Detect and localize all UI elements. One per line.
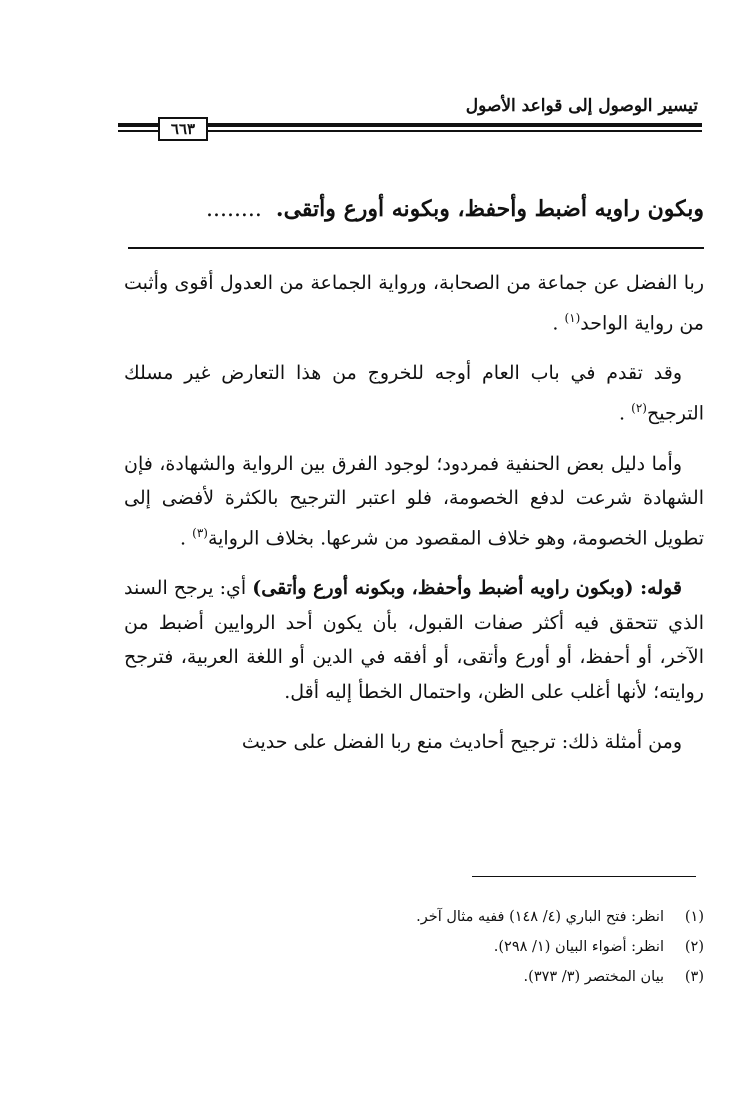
page-number: ٦٦٣ — [158, 117, 208, 141]
paragraph-5-text: ومن أمثلة ذلك: ترجيح أحاديث منع ربا الفضل على حديث — [241, 731, 682, 754]
paragraph-1-text: ربا الفضل عن جماعة من الصحابة، ورواية الجماعة من العدول أقوى وأثبت من رواية الواحد — [124, 272, 704, 334]
paragraph-2-text: وقد تقدم في باب العام أوجه للخروج من هذا التعارض غير مسلك الترجيح — [124, 362, 704, 425]
footnote-ref-3: (٣) — [192, 525, 208, 540]
footnote-2-number: (٢) — [684, 939, 704, 955]
footnote-separator — [472, 876, 696, 877]
paragraph-3-text: وأما دليل بعض الحنفية فمردود؛ لوجود الفرق بين الرواية والشهادة، فإن الشهادة شرعت لدفع الخصومة، فلو اعتبر الترجيح بالكثرة لأفضى إلى تطويل الخصومة، وهو خلاف المقصود من شرعها. بخلاف الرواية — [124, 452, 704, 549]
footnote-ref-2: (٢) — [631, 400, 647, 415]
footnote-3 — [180, 962, 704, 992]
paragraph-4-text: أي: يرجح السند الذي تتحقق فيه أكثر صفات القبول، بأن يكون أحد الروايين أضبط من الآخر، أو أحفظ، أو أورع وأتقى، أو أفقه في الدين أو اللغة العربية، فترجح روايته؛ لأنها أغلب على الظن، واحتمال الخطأ إليه أقل. — [124, 577, 704, 703]
header-rule-left-thin — [126, 130, 152, 132]
footnote-1-text: انظر: فتح الباري (٤/ ١٤٨) ففيه مثال آخر. — [416, 909, 664, 925]
footnote-ref-1: (١) — [564, 310, 581, 325]
paragraph-3 — [124, 447, 704, 556]
footnote-2 — [180, 932, 704, 962]
header-rule-left-thick — [126, 123, 152, 127]
footnotes — [180, 902, 704, 992]
paragraph-3-end: . — [180, 526, 187, 549]
paragraph-1 — [124, 266, 704, 340]
matn-line — [130, 196, 704, 222]
paragraph-2 — [124, 356, 704, 430]
paragraph-1-end: . — [552, 311, 559, 334]
matn-rule — [128, 247, 704, 249]
paragraph-4 — [124, 571, 704, 709]
matn-dots: ........ — [205, 197, 262, 222]
footnote-1 — [180, 902, 704, 932]
footnote-3-text: بيان المختصر (٣/ ٣٧٣). — [523, 969, 664, 985]
paragraph-2-end: . — [619, 402, 626, 425]
footnote-1-number: (١) — [684, 909, 704, 925]
paragraph-5 — [124, 725, 704, 760]
footnote-3-number: (٣) — [684, 969, 704, 985]
footnote-2-text: انظر: أضواء البيان (١/ ٢٩٨). — [493, 939, 664, 955]
running-header-title: تيسير الوصول إلى قواعد الأصول — [465, 96, 698, 116]
matn-text: وبكون راويه أضبط وأحفظ، وبكونه أورع وأتقى. — [275, 196, 704, 222]
paragraph-4-lead: قوله: (وبكون راويه أضبط وأحفظ، وبكونه أورع وأتقى) — [252, 577, 683, 600]
body-text — [124, 266, 704, 776]
